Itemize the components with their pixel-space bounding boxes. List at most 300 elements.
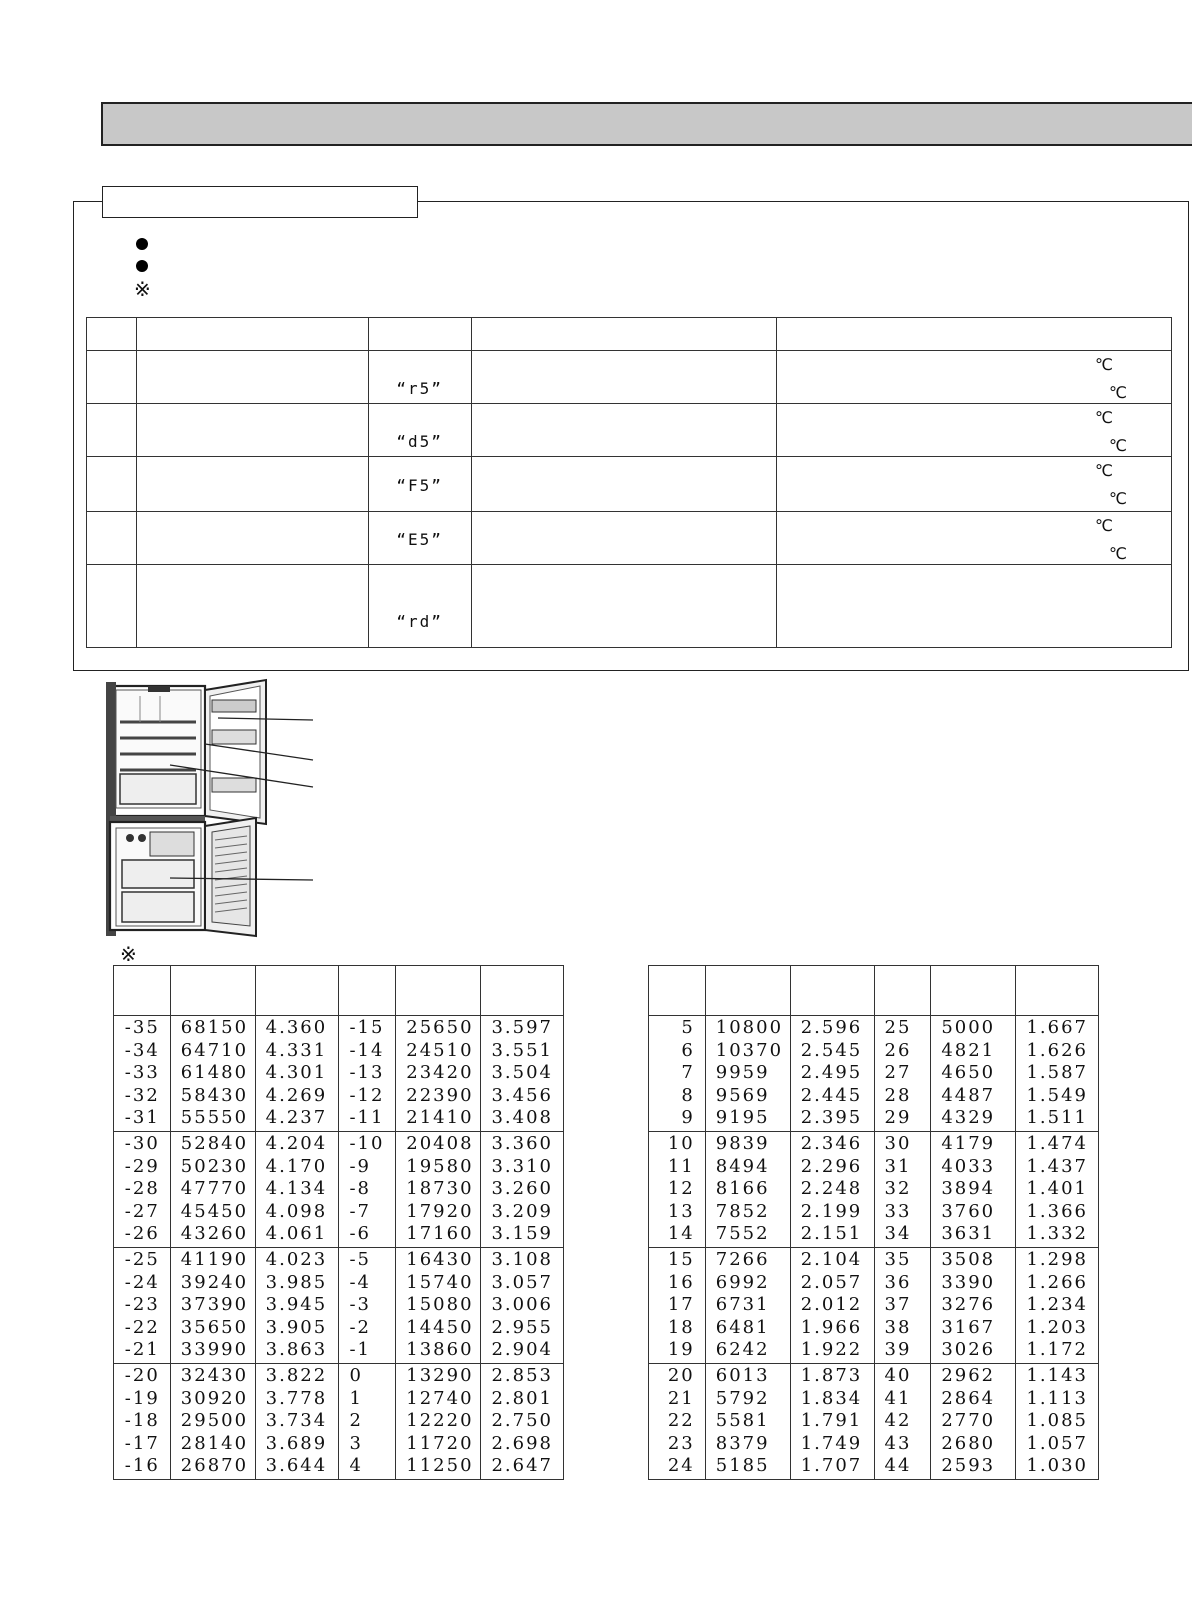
table-value: 47770 — [180, 1178, 249, 1199]
table-cell — [790, 1364, 874, 1480]
table-row — [87, 457, 1172, 512]
table-value: 64710 — [180, 1039, 249, 1061]
table-cell — [170, 1132, 255, 1248]
table-cell — [170, 1364, 255, 1480]
table-value: 32 — [884, 1178, 912, 1199]
table-value: 17920 — [406, 1200, 474, 1222]
table-value: 15 — [667, 1249, 695, 1270]
table-value: 10800 — [715, 1017, 784, 1038]
table-value: 1.172 — [1026, 1339, 1088, 1360]
table-value: -20 — [124, 1365, 160, 1386]
table-value: -29 — [124, 1155, 160, 1177]
table-value: 2.445 — [800, 1084, 863, 1106]
table-value: 42 — [884, 1410, 912, 1431]
table-value: 5 — [681, 1017, 695, 1038]
table-value: 21 — [667, 1387, 695, 1409]
table-cell — [396, 1016, 481, 1132]
table-cell — [931, 1016, 1016, 1132]
table-value: 26 — [884, 1039, 912, 1061]
table-value: 5185 — [715, 1455, 770, 1476]
table-value: 3026 — [941, 1339, 996, 1360]
table-value: 4650 — [941, 1062, 996, 1083]
table-value: 9839 — [715, 1133, 770, 1154]
table-cell — [649, 1248, 706, 1364]
table-value: 22 — [667, 1410, 695, 1431]
table-value: 1.667 — [1026, 1017, 1088, 1038]
table-cell — [931, 1248, 1016, 1364]
table-value: 31 — [884, 1155, 912, 1177]
table-value: 6242 — [715, 1339, 770, 1360]
table-value: -25 — [124, 1249, 160, 1270]
table-value: 34 — [884, 1223, 912, 1244]
table-value: 1.474 — [1026, 1133, 1088, 1154]
thermistor-table-left — [113, 965, 564, 1480]
table-cell — [790, 1132, 874, 1248]
table-value: 3.408 — [491, 1107, 553, 1128]
table-value: 3390 — [941, 1271, 996, 1293]
table-value: -31 — [124, 1107, 160, 1128]
table-cell — [339, 1132, 396, 1248]
table-cell — [114, 1364, 171, 1480]
table-value: 3.778 — [265, 1387, 328, 1409]
table-value: 4329 — [941, 1107, 996, 1128]
table-value: 39 — [884, 1339, 912, 1360]
table-value: 1.966 — [800, 1316, 863, 1338]
table-value: 4.204 — [265, 1133, 328, 1154]
table-value: 2.853 — [491, 1365, 553, 1386]
table-value: 18 — [667, 1316, 695, 1338]
table-value: 35650 — [180, 1316, 249, 1338]
table-value: 16 — [667, 1271, 695, 1293]
table-value: 3.504 — [491, 1062, 553, 1083]
degree-celsius-mark: ℃ — [1109, 383, 1127, 402]
table-value: 3.209 — [491, 1200, 553, 1222]
table-value: 25650 — [406, 1017, 474, 1038]
table-value: 7852 — [715, 1200, 770, 1222]
table-value: -13 — [349, 1062, 385, 1083]
reference-mark-icon: ※ — [120, 942, 137, 966]
table-value: 2 — [349, 1410, 363, 1431]
table-value: 1.834 — [800, 1387, 863, 1409]
header-cell — [777, 318, 1172, 351]
table-value: -12 — [349, 1084, 385, 1106]
table-value: 2864 — [941, 1387, 996, 1409]
table-value: 1.749 — [800, 1432, 863, 1454]
table-value: -6 — [349, 1223, 372, 1244]
table-value: 3276 — [941, 1294, 996, 1315]
table-cell — [114, 1132, 171, 1248]
table-value: -32 — [124, 1084, 160, 1106]
table-row-group — [114, 1364, 564, 1480]
table-value: 30920 — [180, 1387, 249, 1409]
degree-celsius-mark: ℃ — [1095, 355, 1113, 374]
table-value: 2.395 — [800, 1107, 863, 1128]
table-value: 2.955 — [491, 1316, 553, 1338]
table-value: 22390 — [406, 1084, 474, 1106]
table-value: 6481 — [715, 1316, 770, 1338]
table-value: 1.511 — [1026, 1107, 1088, 1128]
table-cell — [170, 1248, 255, 1364]
table-cell — [874, 1016, 931, 1132]
table-value: -5 — [349, 1249, 372, 1270]
header-cell — [368, 318, 471, 351]
table-value: 19580 — [406, 1155, 474, 1177]
table-value: 23420 — [406, 1062, 474, 1083]
table-cell — [170, 1016, 255, 1132]
table-value: 4.237 — [265, 1107, 328, 1128]
table-value: 24 — [667, 1455, 695, 1476]
table-value: 7266 — [715, 1249, 770, 1270]
table-cell — [705, 1364, 790, 1480]
table-value: 52840 — [180, 1133, 249, 1154]
table-value: 10370 — [715, 1039, 784, 1061]
table-value: 8166 — [715, 1178, 770, 1199]
table-value: 3.108 — [491, 1249, 553, 1270]
table-row-group — [114, 1248, 564, 1364]
table-value: -34 — [124, 1039, 160, 1061]
table-value: 3.597 — [491, 1017, 553, 1038]
table-value: 21410 — [406, 1107, 474, 1128]
table-value: -8 — [349, 1178, 372, 1199]
table-value: -15 — [349, 1017, 385, 1038]
table-value: 15740 — [406, 1271, 474, 1293]
table-value: 20 — [667, 1365, 695, 1386]
table-cell — [481, 1248, 564, 1364]
table-header-row — [114, 966, 564, 1016]
table-cell — [114, 1016, 171, 1132]
table-value: -2 — [349, 1316, 372, 1338]
table-value: 33 — [884, 1200, 912, 1222]
table-value: 6731 — [715, 1294, 770, 1315]
table-value: 2.012 — [800, 1294, 863, 1315]
table-value: 35 — [884, 1249, 912, 1270]
table-value: 1.791 — [800, 1410, 863, 1431]
table-value: 1.085 — [1026, 1410, 1088, 1431]
table-value: 9569 — [715, 1084, 770, 1106]
table-value: 23 — [667, 1432, 695, 1454]
table-value: 17 — [667, 1294, 695, 1315]
table-value: 3.945 — [265, 1294, 328, 1315]
error-code: “r5” — [368, 351, 471, 404]
table-cell — [874, 1364, 931, 1480]
table-value: -27 — [124, 1200, 160, 1222]
table-value: 14450 — [406, 1316, 474, 1338]
table-cell — [481, 1364, 564, 1480]
table-value: 37390 — [180, 1294, 249, 1315]
table-row-group — [649, 1364, 1099, 1480]
table-cell — [790, 1016, 874, 1132]
page-title-bar — [101, 102, 1192, 146]
table-cell — [396, 1248, 481, 1364]
table-value: 2.346 — [800, 1133, 863, 1154]
table-value: 3167 — [941, 1316, 996, 1338]
degree-celsius-mark: ℃ — [1109, 544, 1127, 563]
table-value: 18730 — [406, 1178, 474, 1199]
table-row-group — [649, 1248, 1099, 1364]
reference-mark-icon: ※ — [134, 277, 151, 301]
table-value: 8 — [681, 1084, 695, 1106]
table-value: 3.734 — [265, 1410, 328, 1431]
table-value: 29 — [884, 1107, 912, 1128]
error-code: “rd” — [368, 565, 471, 648]
table-value: 43260 — [180, 1223, 249, 1244]
table-value: 4.331 — [265, 1039, 328, 1061]
table-value: 12740 — [406, 1387, 474, 1409]
table-value: 3.905 — [265, 1316, 328, 1338]
error-code: “F5” — [368, 457, 471, 512]
table-value: 1.401 — [1026, 1178, 1088, 1199]
table-value: 2.545 — [800, 1039, 863, 1061]
table-value: 1.143 — [1026, 1365, 1088, 1386]
table-value: 3.689 — [265, 1432, 328, 1454]
table-cell — [255, 1364, 339, 1480]
table-value: 2962 — [941, 1365, 996, 1386]
table-value: 1.707 — [800, 1455, 863, 1476]
table-value: 3.551 — [491, 1039, 553, 1061]
table-value: 58430 — [180, 1084, 249, 1106]
table-row — [87, 512, 1172, 565]
table-value: 4.360 — [265, 1017, 328, 1038]
table-value: -4 — [349, 1271, 372, 1293]
table-value: 8494 — [715, 1155, 770, 1177]
table-value: 13860 — [406, 1339, 474, 1360]
table-value: 9959 — [715, 1062, 770, 1083]
table-value: 1.873 — [800, 1365, 863, 1386]
table-value: 2.248 — [800, 1178, 863, 1199]
table-value: 2.647 — [491, 1455, 553, 1476]
table-value: 36 — [884, 1271, 912, 1293]
table-value: 15080 — [406, 1294, 474, 1315]
table-cell — [396, 1364, 481, 1480]
table-value: 27 — [884, 1062, 912, 1083]
table-value: -10 — [349, 1133, 385, 1154]
table-value: 1.298 — [1026, 1249, 1088, 1270]
table-value: -26 — [124, 1223, 160, 1244]
table-value: 2.801 — [491, 1387, 553, 1409]
table-value: 3.985 — [265, 1271, 328, 1293]
table-cell — [874, 1132, 931, 1248]
thermistor-table-right — [648, 965, 1099, 1480]
table-value: -18 — [124, 1410, 160, 1431]
table-value: 5000 — [941, 1017, 996, 1038]
table-value: 11720 — [406, 1432, 474, 1454]
table-value: 10 — [667, 1133, 695, 1154]
table-cell — [255, 1132, 339, 1248]
table-value: 1.549 — [1026, 1084, 1088, 1106]
table-value: 3.822 — [265, 1365, 328, 1386]
table-value: 4.170 — [265, 1155, 328, 1177]
bullet-icon — [136, 260, 148, 272]
table-value: -28 — [124, 1178, 160, 1199]
table-value: 2.596 — [800, 1017, 863, 1038]
table-value: 3.310 — [491, 1155, 553, 1177]
table-cell — [1016, 1016, 1099, 1132]
table-value: 6992 — [715, 1271, 770, 1293]
table-value: 6 — [681, 1039, 695, 1061]
header-cell — [471, 318, 777, 351]
table-value: 2680 — [941, 1432, 996, 1454]
table-value: 2.151 — [800, 1223, 863, 1244]
table-cell — [396, 1132, 481, 1248]
header-cell — [136, 318, 368, 351]
table-value: -3 — [349, 1294, 372, 1315]
table-value: 1 — [349, 1387, 363, 1409]
table-cell — [339, 1016, 396, 1132]
table-value: 9195 — [715, 1107, 770, 1128]
table-row — [87, 351, 1172, 404]
table-value: 13290 — [406, 1365, 474, 1386]
table-value: 4179 — [941, 1133, 996, 1154]
error-code-table — [86, 317, 1172, 648]
refrigerator-illustration — [100, 678, 330, 940]
table-value: 4 — [349, 1455, 363, 1476]
table-value: 4.269 — [265, 1084, 328, 1106]
table-cell — [649, 1132, 706, 1248]
table-value: 44 — [884, 1455, 912, 1476]
table-cell — [931, 1364, 1016, 1480]
table-value: 1.437 — [1026, 1155, 1088, 1177]
table-value: 4.098 — [265, 1200, 328, 1222]
table-value: -1 — [349, 1339, 372, 1360]
table-value: -19 — [124, 1387, 160, 1409]
table-value: 41190 — [180, 1249, 249, 1270]
table-value: 50230 — [180, 1155, 249, 1177]
table-value: 4.023 — [265, 1249, 328, 1270]
table-value: 3.057 — [491, 1271, 553, 1293]
table-value: 32430 — [180, 1365, 249, 1386]
table-value: 4821 — [941, 1039, 996, 1061]
table-value: 2.698 — [491, 1432, 553, 1454]
table-value: 3.260 — [491, 1178, 553, 1199]
table-value: 43 — [884, 1432, 912, 1454]
header-cell — [87, 318, 137, 351]
table-value: -23 — [124, 1294, 160, 1315]
table-value: 0 — [349, 1365, 363, 1386]
table-value: 1.332 — [1026, 1223, 1088, 1244]
table-value: 1.234 — [1026, 1294, 1088, 1315]
error-code: “E5” — [368, 512, 471, 565]
table-value: 2.750 — [491, 1410, 553, 1431]
table-value: 4033 — [941, 1155, 996, 1177]
table-cell — [705, 1016, 790, 1132]
table-value: -9 — [349, 1155, 372, 1177]
table-cell — [1016, 1364, 1099, 1480]
table-value: -14 — [349, 1039, 385, 1061]
table-cell — [931, 1132, 1016, 1248]
degree-celsius-mark: ℃ — [1095, 408, 1113, 427]
table-value: 8379 — [715, 1432, 770, 1454]
table-value: -33 — [124, 1062, 160, 1083]
table-value: -35 — [124, 1017, 160, 1038]
table-value: 3.456 — [491, 1084, 553, 1106]
degree-celsius-mark: ℃ — [1095, 516, 1113, 535]
table-value: -22 — [124, 1316, 160, 1338]
table-value: 2593 — [941, 1455, 996, 1476]
table-value: 2.495 — [800, 1062, 863, 1083]
table-value: -11 — [349, 1107, 385, 1128]
degree-celsius-mark: ℃ — [1095, 461, 1113, 480]
table-value: 4.134 — [265, 1178, 328, 1199]
table-value: 26870 — [180, 1455, 249, 1476]
table-cell — [705, 1132, 790, 1248]
table-value: 1.922 — [800, 1339, 863, 1360]
table-value: 1.057 — [1026, 1432, 1088, 1454]
table-header-row — [87, 318, 1172, 351]
table-cell — [114, 1248, 171, 1364]
table-value: 11 — [667, 1155, 695, 1177]
table-cell — [255, 1016, 339, 1132]
table-row-group — [649, 1132, 1099, 1248]
bullet-icon — [136, 238, 148, 250]
table-value: 17160 — [406, 1223, 474, 1244]
table-row — [87, 404, 1172, 457]
table-value: -30 — [124, 1133, 160, 1154]
table-value: 55550 — [180, 1107, 249, 1128]
table-value: -21 — [124, 1339, 160, 1360]
table-value: 2770 — [941, 1410, 996, 1431]
table-value: 4487 — [941, 1084, 996, 1106]
table-value: 3760 — [941, 1200, 996, 1222]
table-value: 45450 — [180, 1200, 249, 1222]
table-value: 5581 — [715, 1410, 770, 1431]
table-header-row — [649, 966, 1099, 1016]
table-value: 19 — [667, 1339, 695, 1360]
table-value: 3.006 — [491, 1294, 553, 1315]
table-value: 68150 — [180, 1017, 249, 1038]
table-value: 7 — [681, 1062, 695, 1083]
table-value: 5792 — [715, 1387, 770, 1409]
table-row-group — [649, 1016, 1099, 1132]
table-cell — [1016, 1248, 1099, 1364]
table-row-group — [114, 1132, 564, 1248]
table-value: 39240 — [180, 1271, 249, 1293]
table-cell — [339, 1248, 396, 1364]
table-value: 14 — [667, 1223, 695, 1244]
table-value: 3.159 — [491, 1223, 553, 1244]
table-value: 3631 — [941, 1223, 996, 1244]
table-value: 4.301 — [265, 1062, 328, 1083]
table-value: 1.587 — [1026, 1062, 1088, 1083]
table-value: 6013 — [715, 1365, 770, 1386]
table-value: -24 — [124, 1271, 160, 1293]
table-cell — [1016, 1132, 1099, 1248]
table-cell — [649, 1364, 706, 1480]
table-value: 3894 — [941, 1178, 996, 1199]
table-value: 33990 — [180, 1339, 249, 1360]
table-value: -7 — [349, 1200, 372, 1222]
table-cell — [874, 1248, 931, 1364]
degree-celsius-mark: ℃ — [1109, 436, 1127, 455]
table-value: -17 — [124, 1432, 160, 1454]
table-value: 25 — [884, 1017, 912, 1038]
table-value: 12220 — [406, 1410, 474, 1431]
table-value: 2.057 — [800, 1271, 863, 1293]
table-value: 1.030 — [1026, 1455, 1088, 1476]
table-cell — [481, 1016, 564, 1132]
table-cell — [705, 1248, 790, 1364]
table-cell — [481, 1132, 564, 1248]
table-value: 1.203 — [1026, 1316, 1088, 1338]
section-tab — [102, 186, 418, 218]
table-value: -16 — [124, 1455, 160, 1476]
table-value: 41 — [884, 1387, 912, 1409]
table-cell — [790, 1248, 874, 1364]
table-value: 61480 — [180, 1062, 249, 1083]
table-value: 12 — [667, 1178, 695, 1199]
table-value: 30 — [884, 1133, 912, 1154]
table-value: 3.863 — [265, 1339, 328, 1360]
table-value: 4.061 — [265, 1223, 328, 1244]
